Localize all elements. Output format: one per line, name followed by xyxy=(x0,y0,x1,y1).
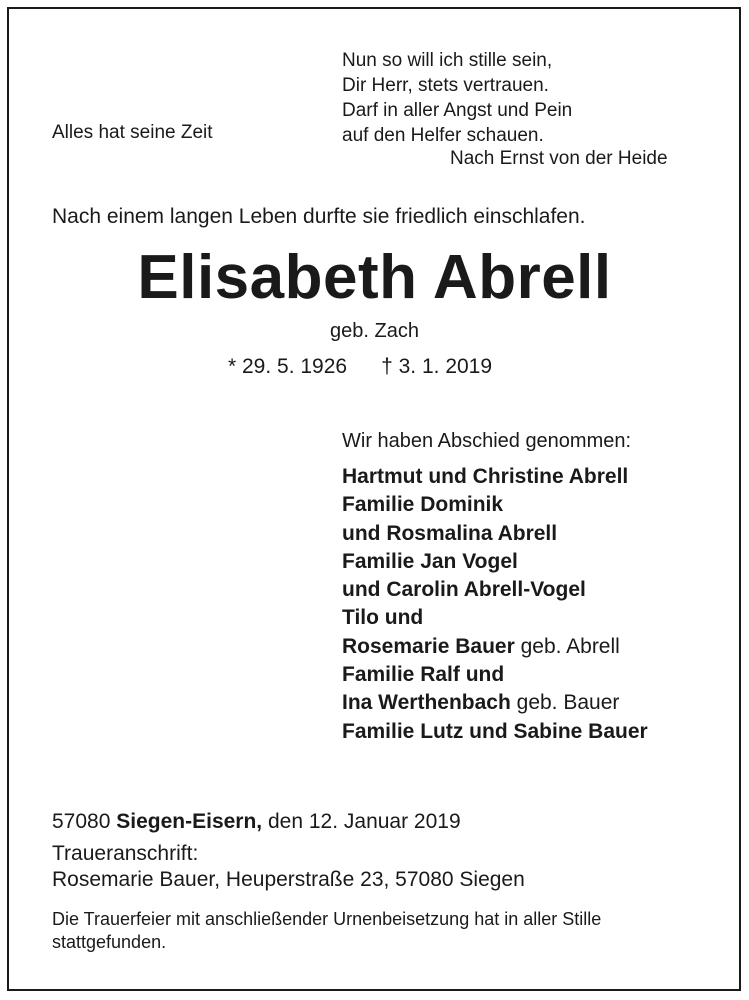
deceased-name: Elisabeth Abrell xyxy=(137,243,612,312)
mourning-address: Rosemarie Bauer, Heuperstraße 23, 57080 Siegen xyxy=(52,868,525,891)
poem-author: Nach Ernst von der Heide xyxy=(450,148,668,169)
address-label: Traueranschrift: xyxy=(52,842,199,865)
mourner-line xyxy=(342,689,648,717)
date: den 12. Januar 2019 xyxy=(267,810,461,833)
mourner-line xyxy=(342,548,648,576)
mourner-name: und Carolin Abrell-Vogel xyxy=(342,578,586,602)
place: Siegen-Eisern, xyxy=(116,810,263,833)
mourner-line xyxy=(342,491,648,519)
mourner-name: Ina Werthenbach xyxy=(342,691,511,715)
poem-line: auf den Helfer schauen. xyxy=(342,125,544,146)
intro-text: Nach einem langen Leben durfte sie friedlich einschlafen. xyxy=(52,205,586,228)
mourner-name: Familie Ralf und xyxy=(342,663,505,687)
birth-date: * 29. 5. 1926 xyxy=(228,355,348,378)
poem-line: Nun so will ich stille sein, xyxy=(342,50,553,71)
poem xyxy=(342,48,572,148)
mourners-list xyxy=(342,463,648,746)
mourner-line xyxy=(342,520,648,548)
motto: Alles hat seine Zeit xyxy=(52,122,213,143)
mourner-line xyxy=(342,661,648,689)
mourner-name: Familie Dominik xyxy=(342,493,504,517)
poem-line: Darf in aller Angst und Pein xyxy=(342,100,573,121)
mourner-name: Rosemarie Bauer xyxy=(342,634,515,658)
death-date: † 3. 1. 2019 xyxy=(381,355,493,378)
mourner-name: Hartmut und Christine Abrell xyxy=(342,465,629,488)
mourner-line xyxy=(342,633,648,661)
mourner-line xyxy=(342,604,648,632)
poem-line: Dir Herr, stets vertrauen. xyxy=(342,75,549,96)
place-date-line xyxy=(52,808,461,835)
mourner-name: Tilo und xyxy=(342,606,424,630)
birth-name: geb. Zach xyxy=(330,320,419,342)
mourner-name: Familie Jan Vogel xyxy=(342,549,518,573)
postcode: 57080 xyxy=(52,810,111,833)
mourner-note: geb. Abrell xyxy=(514,634,620,658)
mourner-line xyxy=(342,576,648,604)
mourner-name: und Rosmalina Abrell xyxy=(342,521,558,545)
mourner-line xyxy=(342,463,648,491)
mourner-line xyxy=(342,718,648,746)
mourner-name: Familie Lutz und Sabine Bauer xyxy=(342,719,648,743)
life-dates xyxy=(228,353,492,380)
mourners-heading: Wir haben Abschied genommen: xyxy=(342,430,632,452)
ceremony-note: Die Trauerfeier mit anschließender Urnenbeisetzung hat in aller Stille stattgefunden. xyxy=(52,909,602,952)
mourner-note: geb. Bauer xyxy=(510,691,620,715)
